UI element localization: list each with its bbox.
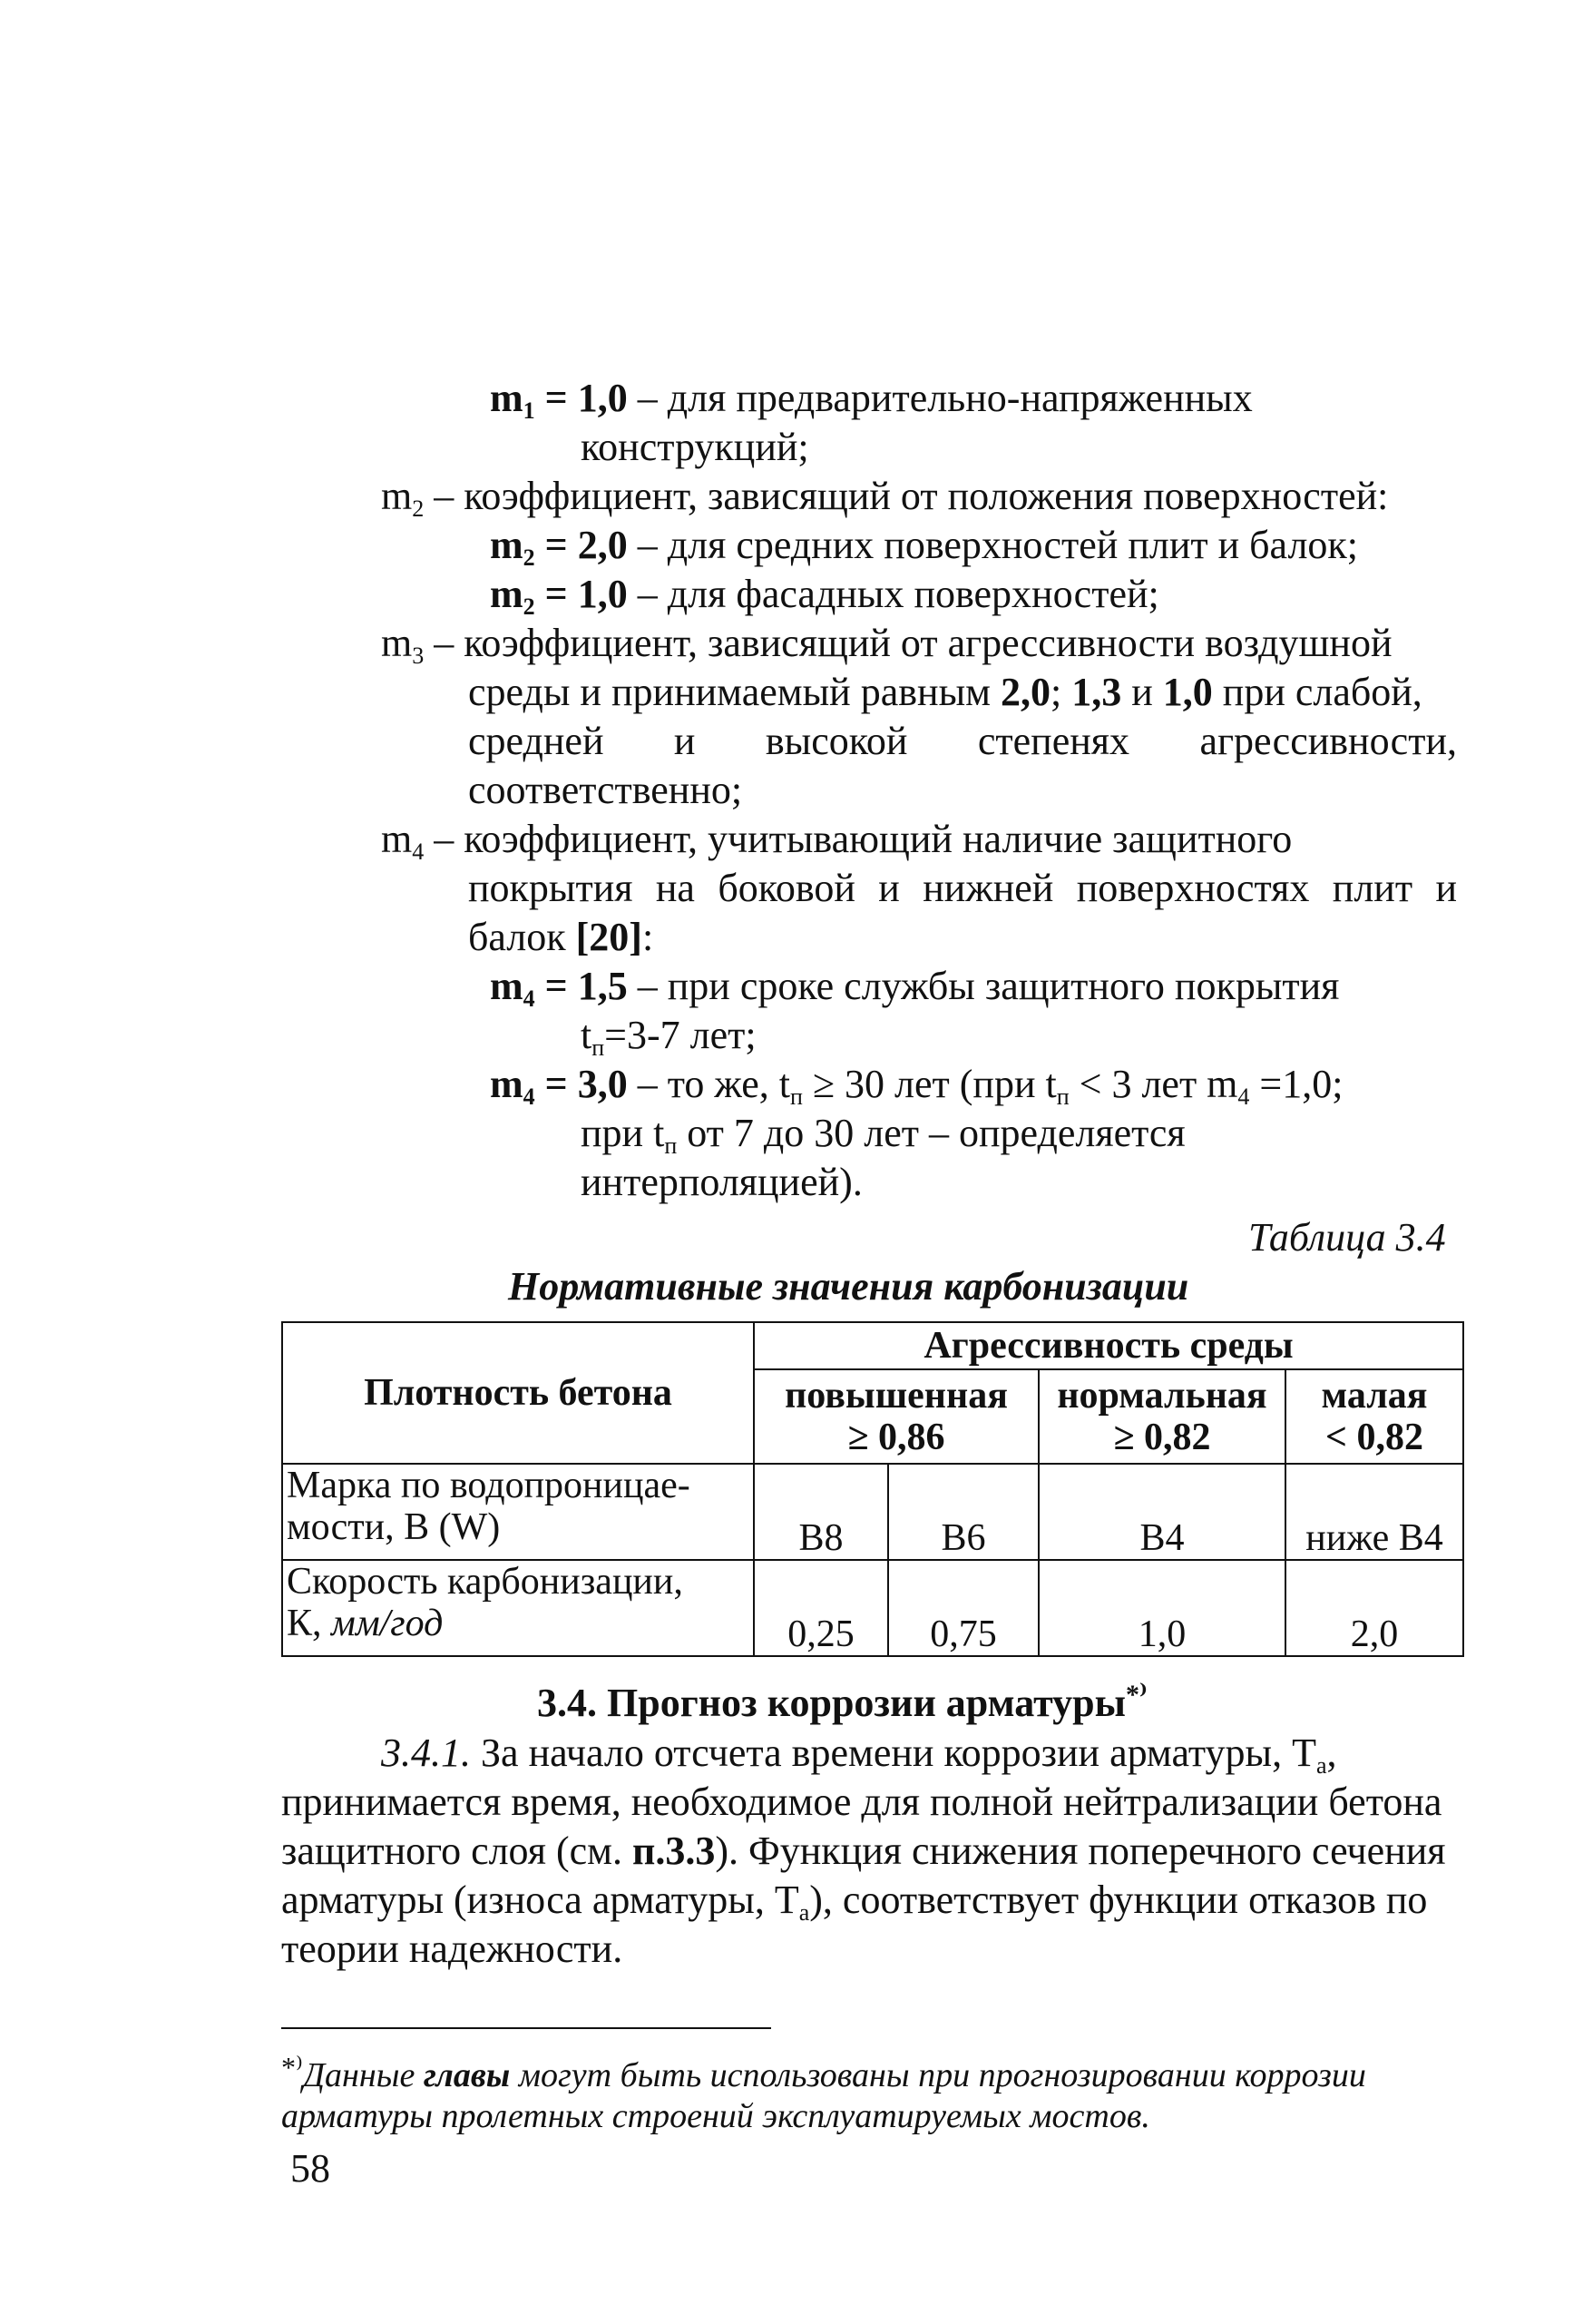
m3-line3: средней и высокой степенях агрессивности, — [468, 719, 1457, 763]
m4-line3 — [468, 914, 653, 961]
paragraph-line5: теории надежности. — [281, 1927, 623, 1971]
m2a-value: = 2,0 — [544, 523, 628, 567]
page-number: 58 — [290, 2146, 330, 2191]
footnote-text-c: могут быть использованы при прогнозировании коррозии — [510, 2056, 1366, 2094]
col-elevated-header — [754, 1369, 1039, 1464]
m4-desc: – коэффициент, учитывающий наличие защитного — [424, 817, 1293, 861]
m4b-symbol: m — [490, 1062, 523, 1106]
m4b-desc-d: =1,0; — [1249, 1062, 1344, 1106]
row-permeability-label-a: Марка по водопроницае- — [287, 1465, 690, 1506]
m3-value-medium: 1,3 — [1071, 670, 1122, 714]
cell-value: ниже В4 — [1285, 1464, 1463, 1560]
table-row — [282, 1464, 1463, 1560]
density-header: Плотность бетона — [282, 1322, 754, 1464]
m2-subscript: 2 — [412, 495, 425, 522]
cell-value: В4 — [1039, 1464, 1285, 1560]
cell-value: 0,25 — [754, 1560, 888, 1656]
footnote-line1 — [281, 2044, 1366, 2099]
m4b-desc-b: ≥ 30 лет (при t — [802, 1062, 1057, 1106]
m4-symbol: m — [381, 817, 413, 861]
m4b-desc-a: – то же, t — [627, 1062, 790, 1106]
col-normal-header — [1039, 1369, 1285, 1464]
m2a-line — [490, 522, 1358, 569]
aggressiveness-header: Агрессивность среды — [754, 1322, 1463, 1369]
m4b-line3: интерполяцией). — [581, 1160, 863, 1204]
row-carbonization-label-b — [287, 1603, 749, 1644]
col-elevated-label: повышенная — [785, 1375, 1008, 1417]
row-carbonization-label — [282, 1560, 754, 1656]
table-row — [282, 1560, 1463, 1656]
m4a-symbol: m — [490, 964, 523, 1008]
paragraph-line3-c: ). Функция снижения поперечного сечения — [715, 1829, 1446, 1873]
row-carbonization-symbol: К, — [287, 1603, 332, 1644]
row-carbonization-unit: мм/год — [331, 1603, 444, 1644]
m1-value: = 1,0 — [544, 376, 628, 420]
cell-value: 2,0 — [1285, 1560, 1463, 1656]
paragraph-number: 3.4.1. — [381, 1731, 471, 1775]
footnote-rule — [281, 2027, 771, 2029]
paragraph-line1-end: , — [1326, 1731, 1337, 1775]
m4b-desc-c: < 3 лет m — [1069, 1062, 1238, 1106]
m2-desc: – коэффициент, зависящий от положения поверхностей: — [424, 474, 1389, 518]
m3-value-weak: 2,0 — [1000, 670, 1051, 714]
footnote-text-b: главы — [423, 2056, 511, 2094]
m2a-desc: – для средних поверхностей плит и балок; — [627, 523, 1359, 567]
paragraph-line4-b: ), соответствует функции отказов по — [809, 1878, 1428, 1922]
paragraph-line3-a: защитного слоя (см. — [281, 1829, 632, 1873]
carbonization-table — [281, 1321, 1464, 1657]
footnote-text-a: Данные — [302, 2056, 424, 2094]
paragraph-line4-sub: а — [798, 1899, 810, 1926]
m4b-line — [490, 1061, 1343, 1108]
section-heading-text: 3.4. Прогноз коррозии арматуры — [537, 1681, 1126, 1725]
m2b-subscript: 2 — [523, 593, 535, 620]
paragraph-line1 — [381, 1730, 1337, 1777]
t-subscript: п — [591, 1035, 605, 1061]
m3-sep1: ; — [1050, 670, 1072, 714]
paragraph-line1-text: За начало отсчета времени коррозии арматуры, Т — [471, 1731, 1316, 1775]
m4-line — [381, 816, 1292, 863]
section-reference: п.3.3 — [631, 1829, 716, 1873]
m2b-symbol: m — [490, 572, 523, 616]
footnote-mark: *⁾ — [281, 2051, 303, 2084]
table-number: Таблица 3.4 — [1248, 1215, 1446, 1260]
m3-line2 — [468, 669, 1422, 716]
paragraph-line1-sub: а — [1315, 1752, 1327, 1779]
m4a-value: = 1,5 — [544, 964, 628, 1008]
cell-value: В8 — [754, 1464, 888, 1560]
col-elevated-threshold: ≥ 0,86 — [847, 1417, 945, 1458]
m4b-desc-sub3: 4 — [1237, 1084, 1250, 1110]
m3-line2-text: среды и принимаемый равным — [468, 670, 1001, 714]
m2b-value: = 1,0 — [544, 572, 628, 616]
paragraph-line4-a: арматуры (износа арматуры, Т — [281, 1878, 799, 1922]
m2a-symbol: m — [490, 523, 523, 567]
m3-symbol: m — [381, 621, 413, 665]
m4a-desc: – при сроке службы защитного покрытия — [627, 964, 1340, 1008]
m3-line4: соответственно; — [468, 768, 743, 812]
m3-line — [381, 620, 1393, 667]
m1-symbol: m — [490, 376, 523, 420]
col-normal-label: нормальная — [1057, 1375, 1267, 1417]
m1-line2: конструкций; — [581, 425, 809, 469]
m1-subscript: 1 — [523, 397, 535, 424]
m3-sep2: и — [1121, 670, 1163, 714]
m4b-value: = 3,0 — [544, 1062, 628, 1106]
m2a-subscript: 2 — [523, 544, 535, 571]
m4-line2: покрытия на боковой и нижней поверхностях плит и — [468, 866, 1457, 910]
m4b-subscript: 4 — [523, 1084, 535, 1110]
row-permeability-label — [282, 1464, 754, 1560]
m4b-line2-a: при t — [581, 1111, 665, 1155]
reference-20: [20] — [575, 915, 642, 959]
m4b-desc-sub2: п — [1056, 1084, 1070, 1110]
m4b-desc-sub: п — [789, 1084, 803, 1110]
paragraph-line3 — [281, 1828, 1446, 1875]
m4b-line2-b: от 7 до 30 лет – определяется — [677, 1111, 1186, 1155]
row-carbonization-label-a: Скорость карбонизации, — [287, 1561, 683, 1603]
m4a-subscript: 4 — [523, 985, 535, 1012]
paragraph-line2: принимается время, необходимое для полной нейтрализации бетона — [281, 1780, 1442, 1824]
row-permeability-label-b: мости, В (W) — [287, 1506, 501, 1548]
m2b-line — [490, 571, 1159, 618]
footnote-line2: арматуры пролетных строений эксплуатируемых мостов. — [281, 2097, 1150, 2135]
table-title: Нормативные значения карбонизации — [508, 1264, 1189, 1309]
cell-value: В6 — [888, 1464, 1039, 1560]
t-symbol: t — [581, 1013, 592, 1057]
col-low-threshold: < 0,82 — [1325, 1417, 1423, 1458]
m4a-line2 — [581, 1012, 757, 1059]
m4-subscript: 4 — [412, 838, 425, 865]
cell-value: 0,75 — [888, 1560, 1039, 1656]
footnote-marker: *⁾ — [1126, 1680, 1148, 1710]
m1-line — [490, 375, 1253, 422]
m4-line3-text: балок — [468, 915, 576, 959]
col-normal-threshold: ≥ 0,82 — [1113, 1417, 1211, 1458]
section-heading — [537, 1672, 1148, 1727]
m4a-line — [490, 963, 1339, 1010]
paragraph-line4 — [281, 1877, 1427, 1924]
m2-line — [381, 473, 1388, 520]
m4a-line2-rest: =3-7 лет; — [604, 1013, 757, 1057]
m4b-line2 — [581, 1110, 1186, 1157]
m4-line3-colon: : — [641, 915, 654, 959]
col-low-header — [1285, 1369, 1463, 1464]
m3-value-high: 1,0 — [1162, 670, 1213, 714]
m2b-desc: – для фасадных поверхностей; — [627, 572, 1159, 616]
m3-desc: – коэффициент, зависящий от агрессивности воздушной — [424, 621, 1393, 665]
m3-line2-end: при слабой, — [1212, 670, 1422, 714]
m2-symbol: m — [381, 474, 413, 518]
m4b-line2-sub: п — [664, 1133, 678, 1159]
m1-desc: – для предварительно-напряженных — [627, 376, 1253, 420]
m3-subscript: 3 — [412, 642, 425, 669]
col-low-label: малая — [1321, 1375, 1428, 1417]
cell-value: 1,0 — [1039, 1560, 1285, 1656]
